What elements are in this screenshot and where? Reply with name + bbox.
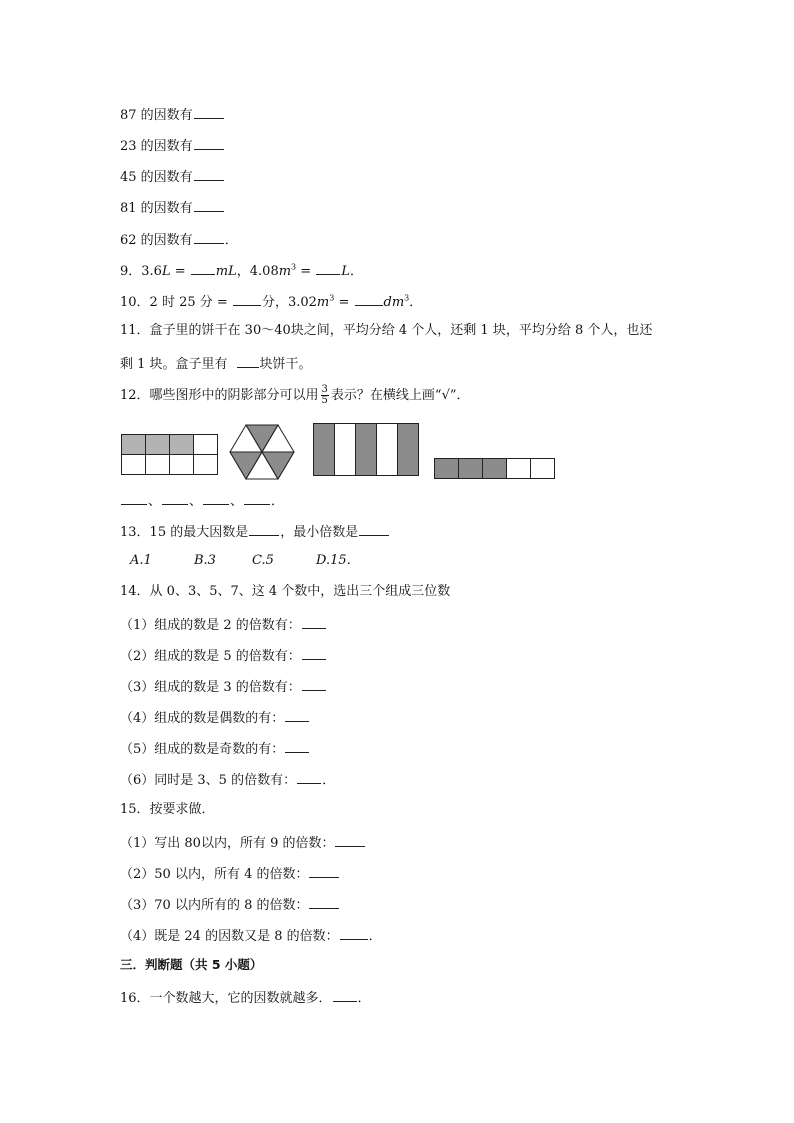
- figure-vertical-strips: [313, 423, 420, 476]
- answer-blank[interactable]: [162, 491, 188, 505]
- factor-line-62: 62 的因数有 ．: [120, 230, 238, 249]
- answer-blank[interactable]: [194, 136, 224, 150]
- answer-blank[interactable]: [203, 491, 229, 505]
- question-15-item-1: （1）写出 80以内，所有 9 的倍数：: [120, 833, 366, 852]
- answer-blank[interactable]: [309, 864, 339, 878]
- question-14-item-6: （6）同时是 3、5 的倍数有： ．: [120, 770, 335, 789]
- question-14-title: 14．从 0、3、5、7、这 4 个数中，选出三个组成三位数: [120, 584, 451, 599]
- answer-blank[interactable]: [191, 261, 215, 275]
- answer-blank[interactable]: [355, 292, 383, 306]
- factor-line-81: 81 的因数有: [120, 198, 225, 217]
- factor-line-87: 87 的因数有: [120, 105, 225, 124]
- question-9: 9．3.6L = mL，$4.08m^3 = L$．: [120, 262, 363, 279]
- answer-blank[interactable]: [244, 491, 270, 505]
- question-16: 16．一个数越大，它的因数就越多． ．: [120, 988, 371, 1007]
- option-a[interactable]: A.1: [130, 553, 152, 568]
- question-15-item-4: （4）既是 24 的因数又是 8 的倍数： ．: [120, 926, 382, 945]
- answer-blank[interactable]: [335, 833, 365, 847]
- answer-blank[interactable]: [194, 105, 224, 119]
- fraction: $\frac{3}{5}$: [321, 384, 328, 406]
- factor-line-23: 23 的因数有: [120, 136, 225, 155]
- question-14-item-4: （4）组成的数是偶数的有：: [120, 708, 310, 727]
- answer-blank[interactable]: [302, 646, 326, 660]
- answer-blank[interactable]: [194, 230, 224, 244]
- answer-blank[interactable]: [316, 261, 340, 275]
- factor-line-45: 45 的因数有: [120, 167, 225, 186]
- answer-blank[interactable]: [237, 354, 259, 368]
- question-14-item-3: （3）组成的数是 3 的倍数有：: [120, 677, 327, 696]
- question-15-title: 15．按要求做．: [120, 802, 215, 817]
- answer-blank[interactable]: [285, 739, 309, 753]
- answer-blank[interactable]: [340, 926, 368, 940]
- answer-blank[interactable]: [302, 677, 326, 691]
- answer-blank[interactable]: [297, 770, 321, 784]
- answer-blank[interactable]: [249, 522, 279, 536]
- question-13: 13．15 的最大因数是 ，最小倍数是: [120, 522, 390, 541]
- section-title: 三．判断题（共 5 小题）: [120, 957, 263, 972]
- question-12: 12．哪些图形中的阴影部分可以用 $\frac{3}{5}$ 表示？在横线上画“√”．: [120, 384, 470, 406]
- question-15-item-2: （2）50 以内，所有 4 的倍数：: [120, 864, 340, 883]
- question-14-item-2: （2）组成的数是 5 的倍数有：: [120, 646, 327, 665]
- figure-hexagon: [229, 424, 295, 480]
- answer-blank[interactable]: [333, 988, 357, 1002]
- answer-blank[interactable]: [121, 491, 147, 505]
- option-c[interactable]: C.5: [252, 553, 274, 568]
- answer-blank[interactable]: [194, 198, 224, 212]
- figure-grid-2x4: [121, 434, 219, 476]
- question-11-line1: 11．盒子里的饼干在 30～40块之间，平均分给 4 个人，还剩 1 块，平均分给 8 个人，也还: [120, 323, 653, 338]
- option-d[interactable]: D.15．: [316, 553, 360, 568]
- answer-blank[interactable]: [309, 895, 339, 909]
- question-14-item-1: （1）组成的数是 2 的倍数有：: [120, 615, 327, 634]
- question-12-answers: 、 、 、 ．: [120, 491, 284, 510]
- question-14-item-5: （5）组成的数是奇数的有：: [120, 739, 310, 758]
- answer-blank[interactable]: [194, 167, 224, 181]
- answer-blank[interactable]: [302, 615, 326, 629]
- question-11-line2: 剩 1 块。盒子里有 块饼干。: [120, 354, 312, 373]
- answer-blank[interactable]: [285, 708, 309, 722]
- answer-blank[interactable]: [233, 292, 261, 306]
- question-13-options: [130, 553, 360, 569]
- answer-blank[interactable]: [359, 522, 389, 536]
- question-15-item-3: （3）70 以内所有的 8 的倍数：: [120, 895, 340, 914]
- question-10: 10．2 时 25 分 = 分，$3.02m^3 = dm^3$．: [120, 293, 423, 310]
- option-b[interactable]: B.3: [194, 553, 216, 568]
- figure-horizontal-bar: [434, 458, 555, 479]
